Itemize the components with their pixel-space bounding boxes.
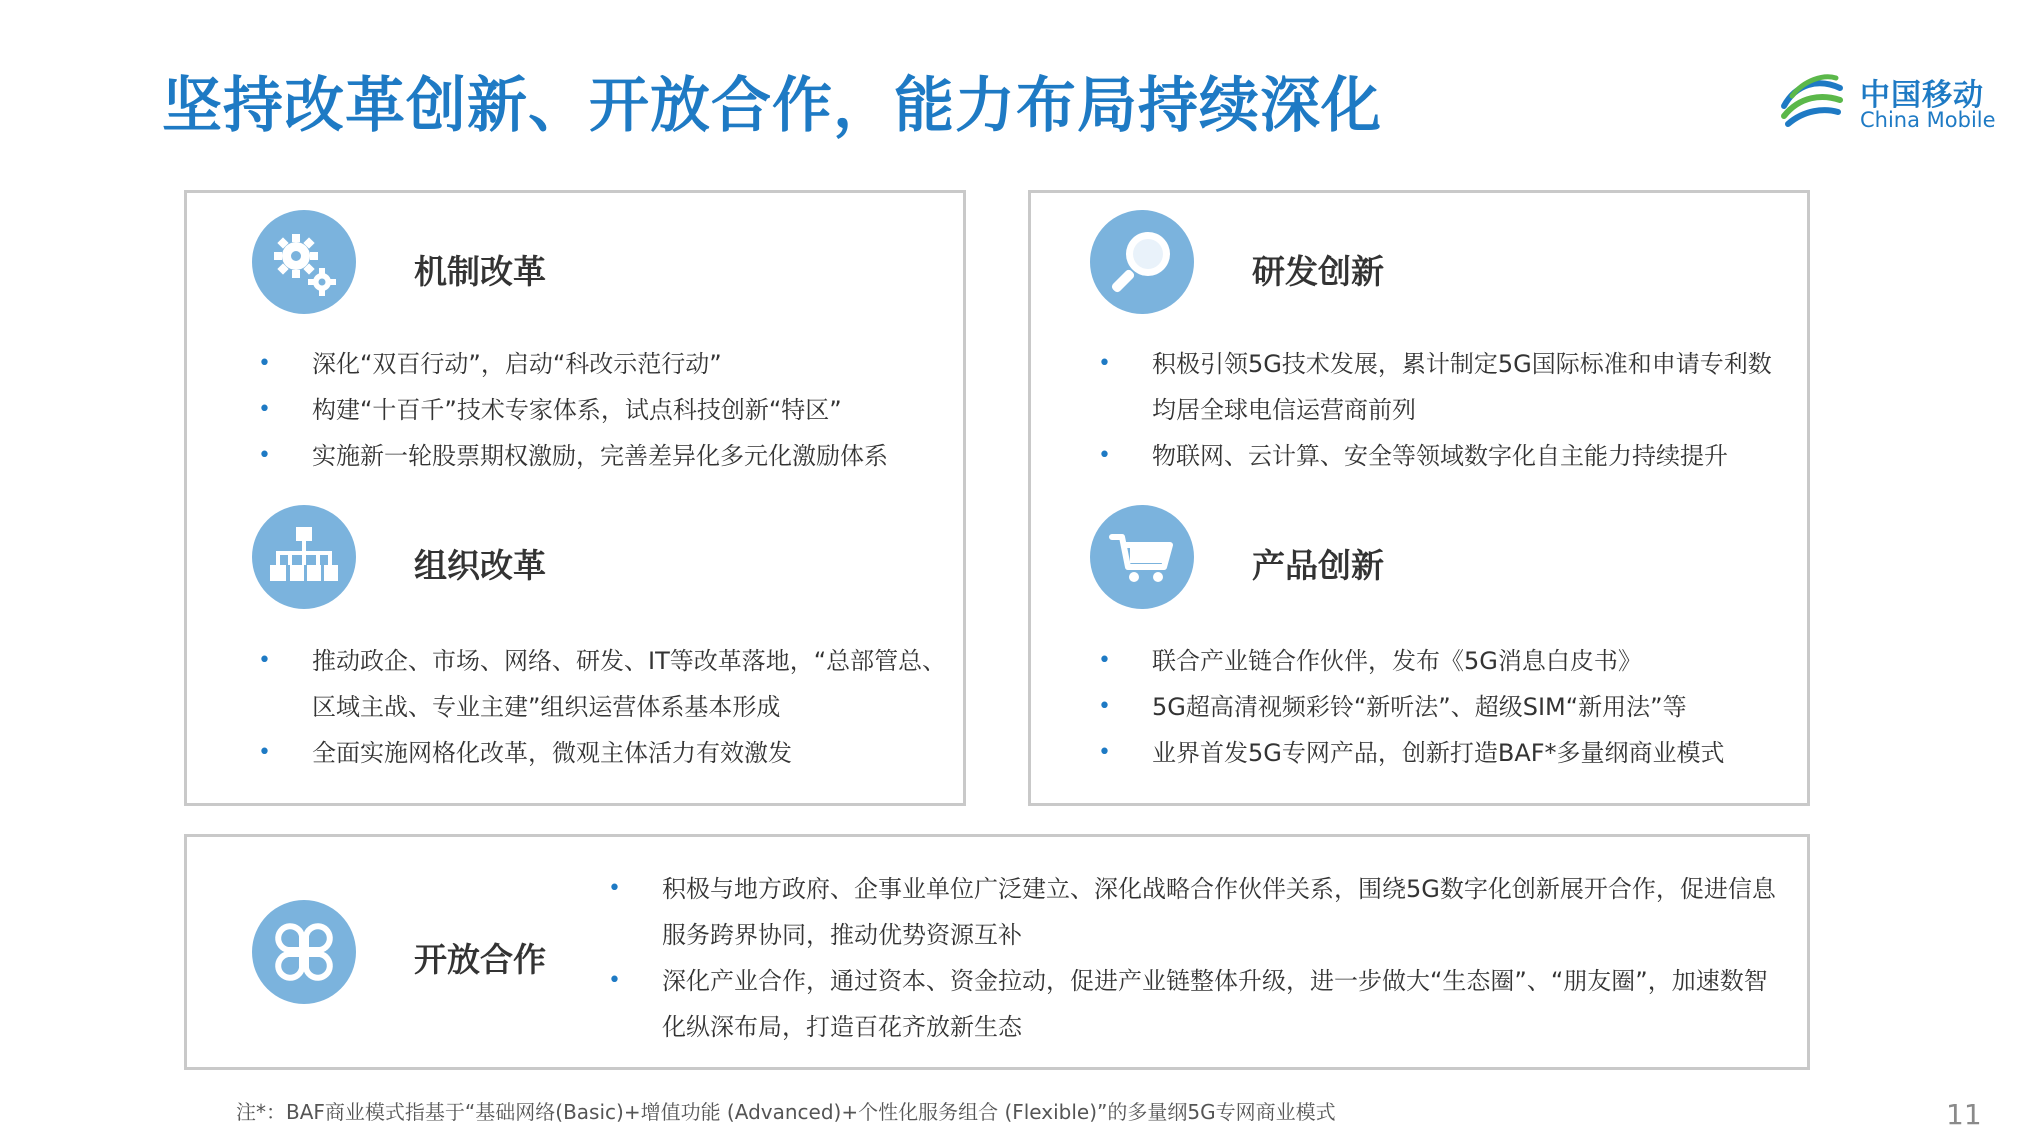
rnd-title: 研发创新	[1252, 252, 1384, 291]
org-chart-icon	[252, 505, 356, 609]
magnifier-icon	[1090, 210, 1194, 314]
list-item: • 深化“双百行动”，启动“科改示范行动”	[258, 341, 948, 387]
list-item: • 积极引领5G技术发展，累计制定5G国际标准和申请专利数均居全球电信运营商前列	[1098, 341, 1788, 433]
mechanism-list	[258, 341, 948, 479]
list-item: • 联合产业链合作伙伴，发布《5G消息白皮书》	[1098, 638, 1788, 684]
product-list	[1098, 638, 1788, 776]
page-number: 11	[1946, 1098, 1982, 1131]
china-mobile-logo	[1778, 66, 1998, 136]
list-item: • 构建“十百千”技术专家体系，试点科技创新“特区”	[258, 387, 948, 433]
page-title: 坚持改革创新、开放合作，能力布局持续深化	[162, 71, 1382, 141]
list-item: • 业界首发5G专网产品，创新打造BAF*多量纲商业模式	[1098, 730, 1788, 776]
china-mobile-logo-icon	[1778, 66, 1846, 134]
list-item: • 推动政企、市场、网络、研发、IT等改革落地，“总部管总、区域主战、专业主建”组织运营体系基本形成	[258, 638, 948, 730]
logo-text-en: China Mobile	[1860, 108, 1996, 132]
product-icon-badge	[1090, 505, 1194, 609]
cooperation-list	[608, 866, 1788, 1050]
list-item: • 实施新一轮股票期权激励，完善差异化多元化激励体系	[258, 433, 948, 479]
organization-icon-badge	[252, 505, 356, 609]
footnote: 注*：BAF商业模式指基于“基础网络(Basic)+增值功能 (Advanced)+个性化服务组合 (Flexible)”的多量纲5G专网商业模式	[236, 1100, 1336, 1124]
gears-icon	[252, 210, 356, 314]
organization-list	[258, 638, 948, 776]
mechanism-icon-badge	[252, 210, 356, 314]
list-item: • 全面实施网格化改革，微观主体活力有效激发	[258, 730, 948, 776]
list-item: • 深化产业合作，通过资本、资金拉动，促进产业链整体升级，进一步做大“生态圈”、“朋友圈”，加速数智化纵深布局，打造百花齐放新生态	[608, 958, 1788, 1050]
cooperation-icon-badge	[252, 900, 356, 1004]
rnd-list	[1098, 341, 1788, 479]
mechanism-title: 机制改革	[414, 252, 546, 291]
product-title: 产品创新	[1252, 546, 1384, 585]
logo-text-cn: 中国移动	[1860, 78, 1984, 113]
rnd-icon-badge	[1090, 210, 1194, 314]
organization-title: 组织改革	[414, 546, 546, 585]
clover-icon	[252, 900, 356, 1004]
list-item: • 5G超高清视频彩铃“新听法”、超级SIM“新用法”等	[1098, 684, 1788, 730]
cooperation-title: 开放合作	[414, 940, 546, 979]
shopping-cart-icon	[1090, 505, 1194, 609]
list-item: • 积极与地方政府、企事业单位广泛建立、深化战略合作伙伴关系，围绕5G数字化创新展开合作，促进信息服务跨界协同，推动优势资源互补	[608, 866, 1788, 958]
list-item: • 物联网、云计算、安全等领域数字化自主能力持续提升	[1098, 433, 1788, 479]
